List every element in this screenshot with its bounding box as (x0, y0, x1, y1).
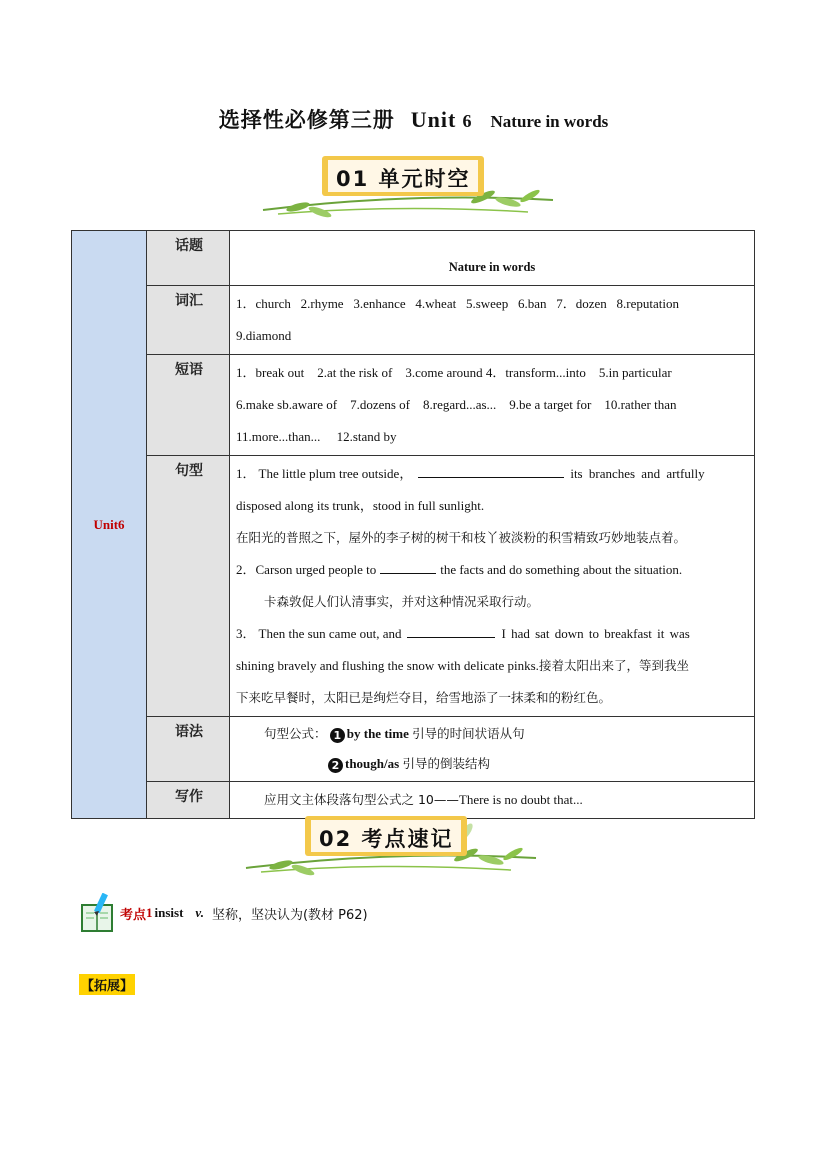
book-title: 选择性必修第三册 (218, 108, 395, 132)
tuozhan-label: 【拓展】 (79, 974, 135, 995)
blank-3 (407, 623, 495, 638)
sentence-3-cn: 下来吃早餐时，太阳已是绚烂夺目，给雪地添了一抹柔和的粉红色。 (236, 690, 612, 705)
row-label-grammar: 语法 (147, 717, 230, 782)
row-label-writing: 写作 (147, 782, 230, 819)
circled-number-icon: 1 (330, 728, 345, 743)
topic-text: Nature in words (448, 260, 536, 274)
sentence-3-line: 3． Then the sun came out, and I had sat down to breakfast it was (236, 618, 748, 650)
sentence-2-line: 2．Carson urged people to the facts and do something about the situation. (236, 554, 748, 586)
blank-2 (380, 559, 436, 574)
page-title (0, 104, 827, 134)
phrase-line-2: 6.make sb.aware of 7.dozens of 8.regard...as... 9.be a target for 10.rather than (236, 397, 677, 412)
vocab-line-2: 9.diamond (236, 328, 292, 343)
kaodian-line (80, 893, 368, 933)
circled-number-icon: 2 (328, 758, 343, 773)
section-banner-1 (258, 152, 558, 226)
sentences-content (230, 456, 755, 717)
grammar-item-1: 句型公式： 1 by the time 引导的时间状语从句 (264, 726, 525, 742)
kaodian-definition: 坚称，坚决认为(教材 P62) (211, 907, 368, 923)
writing-content (230, 782, 755, 819)
row-label-sentences: 句型 (147, 456, 230, 717)
kaodian-number: 1 (146, 905, 153, 920)
sentence-1-cn: 在阳光的普照之下，屋外的李子树的树干和枝丫被淡粉的积雪精致巧妙地装点着。 (236, 530, 687, 545)
kaodian-label: 考点 (120, 907, 147, 923)
sentence-3-cont: shining bravely and flushing the snow with delicate pinks.接着太阳出来了，等到我坐 (236, 658, 689, 673)
phrases-content (230, 355, 755, 456)
sentence-1-line: 1． The little plum tree outside， its branches and artfully (236, 458, 748, 490)
unit-overview-table (71, 230, 755, 819)
section-number: 02 (319, 827, 353, 851)
row-label-phrases: 短语 (147, 355, 230, 456)
grammar-item-2: 2 though/as 引导的倒装结构 (236, 749, 748, 779)
section-banner-2 (241, 814, 541, 884)
unit-cell: Unit6 (72, 231, 147, 819)
unit-label: Unit (410, 107, 457, 132)
topic-content (230, 231, 755, 286)
vocab-content (230, 286, 755, 355)
phrase-line-3: 11.more...than... 12.stand by (236, 429, 397, 444)
kaodian-word: insist (154, 905, 184, 920)
row-label-topic: 话题 (147, 231, 230, 286)
kaodian-pos: v. (195, 905, 204, 920)
sentence-2-cn: 卡森敦促人们认清事实，并对这种情况采取行动。 (264, 594, 540, 609)
vocab-line-1: 1．church 2.rhyme 3.enhance 4.wheat 5.sweep 6.ban 7．dozen 8.reputation (236, 296, 679, 311)
section-name: 考点速记 (361, 827, 454, 851)
unit-number: 6 (462, 111, 473, 131)
section-number: 01 (336, 167, 370, 191)
writing-text: 应用文主体段落句型公式之 10——There is no doubt that... (264, 792, 583, 807)
grammar-content (230, 717, 755, 782)
blank-1 (418, 463, 564, 478)
row-label-vocab: 词汇 (147, 286, 230, 355)
phrase-line-1: 1．break out 2.at the risk of 3.come around 4．transform...into 5.in particular (236, 365, 672, 380)
book-pencil-icon (80, 893, 116, 933)
unit-subtitle: Nature in words (490, 112, 609, 131)
section-name: 单元时空 (378, 167, 471, 191)
sentence-1-cont: disposed along its trunk，stood in full sunlight. (236, 498, 485, 513)
